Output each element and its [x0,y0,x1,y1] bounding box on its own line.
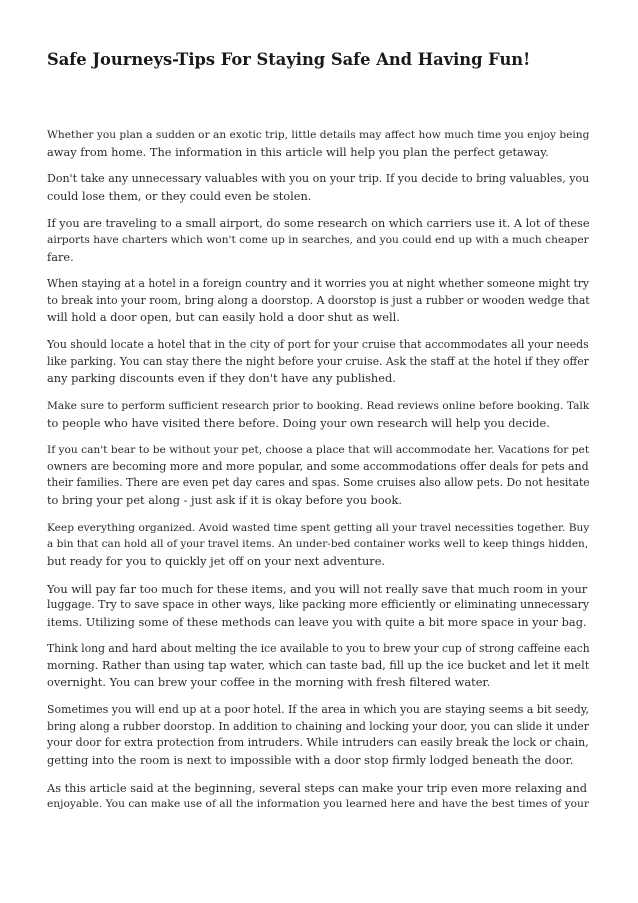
paragraph-line: If you are traveling to a small airport, do some research on which carriers use it. A lot of these [47,216,590,230]
body-paragraph [47,276,592,326]
body-paragraph [47,520,592,570]
paragraph-line: Sometimes you will end up at a poor hotel. If the area in which you are staying seems a bit seedy, [47,703,589,717]
paragraph-line: your door for extra protection from intruders. While intruders can easily break the lock or chain, [47,736,589,750]
paragraph-line: could lose them, or they could even be stolen. [47,188,312,203]
paragraph-line: enjoyable. You can make use of all the information you learned here and have the best times of your [47,797,589,811]
paragraph-line: overnight. You can brew your coffee in the morning with fresh filtered water. [47,675,491,690]
paragraph-line: to break into your room, bring along a doorstop. A doorstop is just a rubber or wooden wedge that [47,293,590,307]
paragraph-line: Don't take any unnecessary valuables with you on your trip. If you decide to bring valuables, you [47,172,590,186]
paragraph-line: bring along a rubber doorstop. In addition to chaining and locking your door, you can slide it under [47,719,589,733]
body-paragraph [47,702,592,768]
paragraph-line: Keep everything organized. Avoid wasted time spent getting all your travel necessities together. Buy [47,520,590,534]
paragraph-line: any parking discounts even if they don't have any published. [47,371,396,386]
paragraph-line: will hold a door open, but can easily hold a door shut as well. [47,310,400,325]
paragraph-line: You will pay far too much for these items, and you will not really save that much room in your [47,581,588,596]
document-page [47,0,592,824]
body-paragraph [47,337,592,387]
body-paragraph [47,780,592,813]
body-paragraph [47,171,592,204]
body-paragraph [47,216,592,266]
paragraph-line: As this article said at the beginning, several steps can make your trip even more relaxing and [47,780,588,795]
body-paragraph [47,398,592,431]
paragraph-line: Think long and hard about melting the ice available to you to brew your cup of strong caffeine each [47,642,590,656]
paragraph-line: but ready for you to quickly jet off on your next adventure. [47,553,386,568]
paragraph-line: When staying at a hotel in a foreign country and it worries you at night whether someone might try [47,277,589,291]
paragraph-line: If you can't bear to be without your pet, choose a place that will accommodate her. Vacations for pet [47,443,590,457]
document-body [47,127,592,813]
document-title: Safe Journeys-Tips For Staying Safe And Having Fun! [47,50,531,69]
paragraph-line: away from home. The information in this article will help you plan the perfect getaway. [47,144,549,159]
paragraph-line: Whether you plan a sudden or an exotic trip, little details may affect how much time you enjoy being [47,128,590,141]
paragraph-line: airports have charters which won't come up in searches, and you could end up with a much cheaper [47,233,589,247]
paragraph-line: items. Utilizing some of these methods can leave you with quite a bit more space in your bag. [47,614,587,629]
paragraph-line: getting into the room is next to impossible with a door stop firmly lodged beneath the door. [47,752,574,767]
paragraph-line: fare. [47,249,74,264]
paragraph-line: You should locate a hotel that in the city of port for your cruise that accommodates all your needs [47,338,589,352]
paragraph-line: like parking. You can stay there the night before your cruise. Ask the staff at the hotel if they offer [47,354,589,368]
paragraph-line: Make sure to perform sufficient research prior to booking. Read reviews online before booking. Talk [47,399,590,413]
paragraph-line: to people who have visited there before. Doing your own research will help you decide. [47,415,550,430]
body-paragraph [47,127,592,160]
body-paragraph [47,581,592,631]
paragraph-line: their families. There are even pet day cares and spas. Some cruises also allow pets. Do not hesitate [47,476,590,490]
paragraph-line: owners are becoming more and more popular, and some accommodations offer deals for pets and [47,459,589,473]
body-paragraph [47,442,592,508]
paragraph-line: a bin that can hold all of your travel items. An under-bed container works well to keep things hidden, [47,538,589,551]
paragraph-line: morning. Rather than using tap water, which can taste bad, fill up the ice bucket and let it melt [47,658,590,672]
body-paragraph [47,641,592,691]
paragraph-line: luggage. Try to save space in other ways, like packing more efficiently or eliminating unnecessary [47,598,589,612]
paragraph-line: to bring your pet along - just ask if it is okay before you book. [47,492,402,507]
